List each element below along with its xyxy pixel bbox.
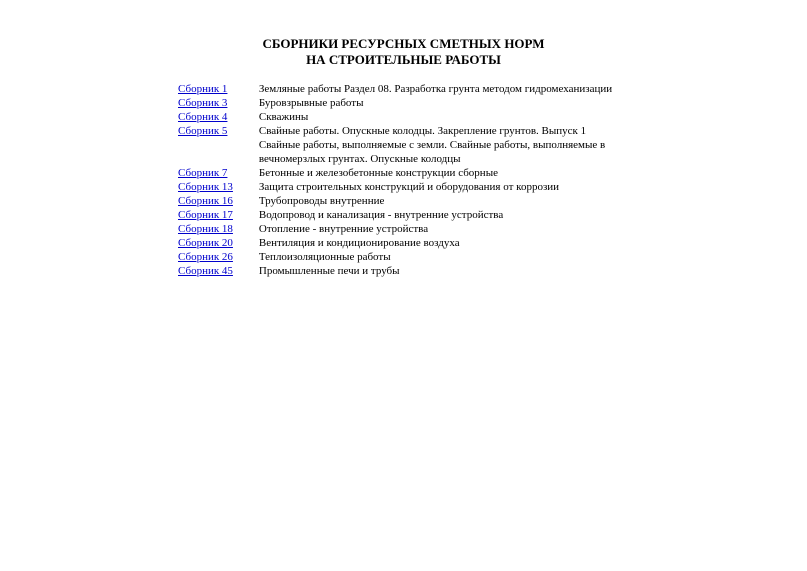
table-row xyxy=(178,222,638,236)
collection-description: Вентиляция и кондиционирование воздуха xyxy=(258,237,460,249)
table-row xyxy=(178,124,638,138)
collection-description: Отопление - внутренние устройства xyxy=(258,223,429,235)
collection-description: Водопровод и канализация - внутренние устройства xyxy=(258,209,504,221)
collection-link[interactable]: Сборник 17 xyxy=(178,209,233,221)
collection-description: Промышленные печи и трубы xyxy=(258,265,400,277)
collection-link[interactable]: Сборник 20 xyxy=(178,237,233,249)
collection-link[interactable]: Сборник 45 xyxy=(178,265,233,277)
collection-link[interactable]: Сборник 13 xyxy=(178,181,233,193)
collections-table xyxy=(178,82,638,278)
collection-description: Свайные работы. Опускные колодцы. Закрепление грунтов. Выпуск 1 xyxy=(258,125,587,137)
collection-link[interactable]: Сборник 16 xyxy=(178,195,233,207)
table-row xyxy=(178,166,638,180)
page-title xyxy=(0,36,807,68)
table-row xyxy=(178,138,638,166)
collection-description: Теплоизоляционные работы xyxy=(258,251,391,263)
collection-description: Свайные работы, выполняемые с земли. Свайные работы, выполняемые в вечномерзлых грунтах. Опускные колодцы xyxy=(258,139,606,165)
collection-link[interactable]: Сборник 3 xyxy=(178,97,228,109)
collection-link[interactable]: Сборник 4 xyxy=(178,111,228,123)
collection-description: Земляные работы Раздел 08. Разработка грунта методом гидромеханизации xyxy=(258,83,613,95)
collection-link[interactable]: Сборник 26 xyxy=(178,251,233,263)
collection-description: Защита строительных конструкций и оборудования от коррозии xyxy=(258,181,560,193)
table-row xyxy=(178,250,638,264)
table-row xyxy=(178,110,638,124)
collection-link[interactable]: Сборник 1 xyxy=(178,83,228,95)
title-line-1: СБОРНИКИ РЕСУРСНЫХ СМЕТНЫХ НОРМ xyxy=(262,36,545,51)
table-row xyxy=(178,264,638,278)
collection-description: Скважины xyxy=(258,111,309,123)
title-line-2: НА СТРОИТЕЛЬНЫЕ РАБОТЫ xyxy=(306,52,501,67)
collection-link[interactable]: Сборник 18 xyxy=(178,223,233,235)
collection-link[interactable]: Сборник 7 xyxy=(178,167,228,179)
table-row xyxy=(178,236,638,250)
table-row xyxy=(178,96,638,110)
collection-description: Трубопроводы внутренние xyxy=(258,195,385,207)
collection-description: Буровзрывные работы xyxy=(258,97,364,109)
table-row xyxy=(178,194,638,208)
table-row xyxy=(178,180,638,194)
collection-description: Бетонные и железобетонные конструкции сборные xyxy=(258,167,498,179)
table-row xyxy=(178,208,638,222)
collection-link[interactable]: Сборник 5 xyxy=(178,125,228,137)
empty-link-cell xyxy=(178,138,259,166)
table-row xyxy=(178,82,638,96)
